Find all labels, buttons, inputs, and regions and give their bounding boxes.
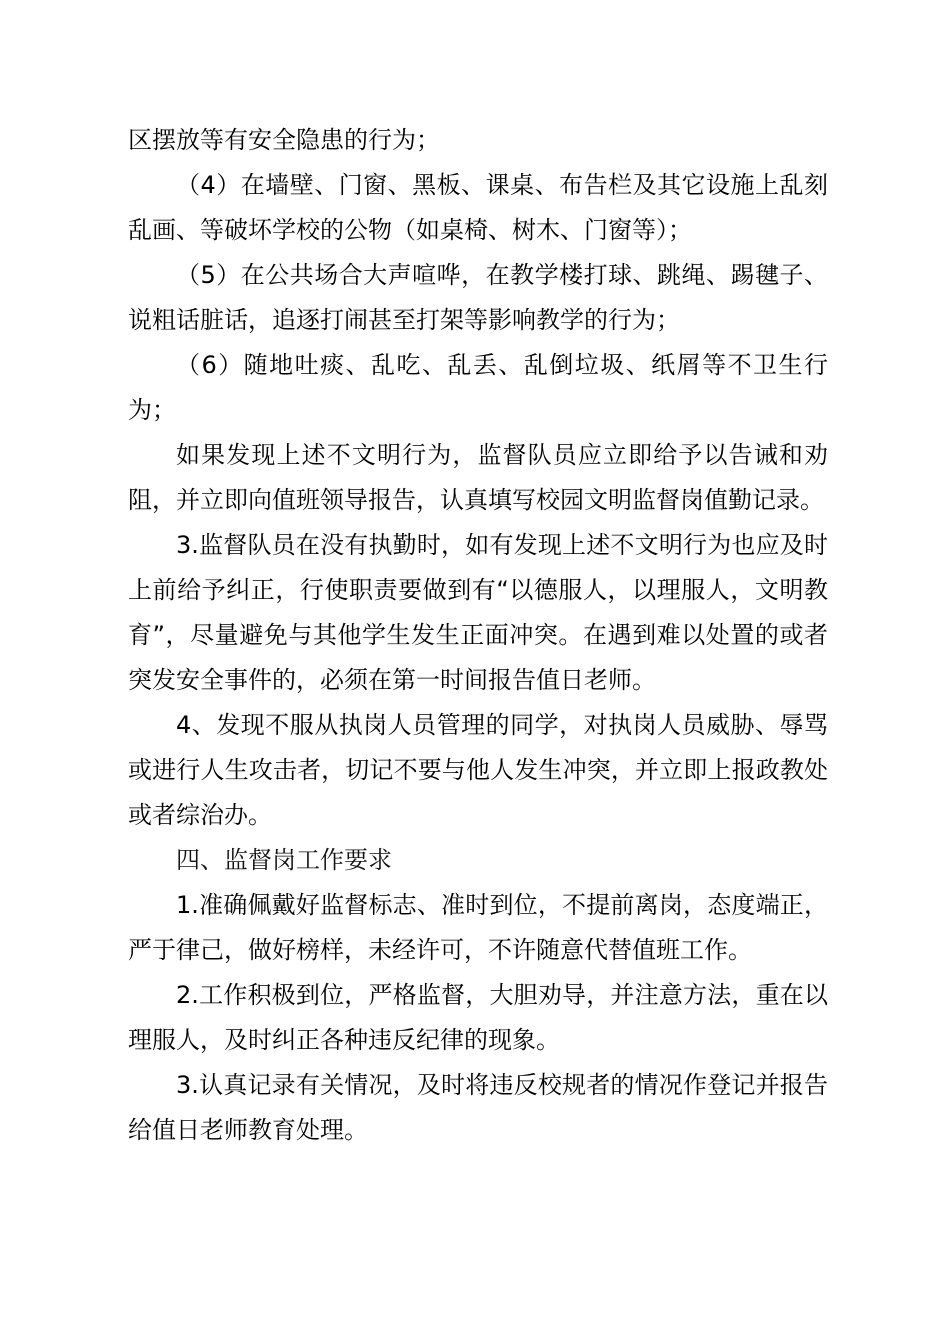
paragraph-item-5: （5）在公共场合大声喧哗，在教学楼打球、跳绳、踢毽子、说粗话脏话，追逐打闹甚至打架等影响教学的行为； — [128, 261, 828, 334]
paragraph-report-instruction: 如果发现上述不文明行为，监督队员应立即给予以告诫和劝阻，并立即向值班领导报告，认真填写校园文明监督岗值勤记录。 — [128, 441, 828, 514]
paragraph-point-3: 3.监督队员在没有执勤时，如有发现上述不文明行为也应及时上前给予纠正，行使职责要做到有“以德服人，以理服人，文明教育”，尽量避免与其他学生发生正面冲突。在遇到难以处置的或者突发安全事件的，必须在第一时间报告值日老师。 — [128, 531, 828, 694]
paragraph-point-4: 4、发现不服从执岗人员管理的同学，对执岗人员威胁、辱骂或进行人生攻击者，切记不要与他人发生冲突，并立即上报政教处或者综治办。 — [128, 711, 828, 829]
requirement-1: 1.准确佩戴好监督标志、准时到位，不提前离岗，态度端正，严于律己，做好榜样，未经许可，不许随意代替值班工作。 — [128, 891, 828, 964]
paragraph-continuation: 区摆放等有安全隐患的行为； — [128, 126, 440, 154]
requirement-2: 2.工作积极到位，严格监督，大胆劝导，并注意方法，重在以理服人，及时纠正各种违反纪律的现象。 — [128, 981, 828, 1054]
requirement-3: 3.认真记录有关情况，及时将违反校规者的情况作登记并报告给值日老师教育处理。 — [128, 1071, 828, 1144]
section-heading: 四、监督岗工作要求 — [176, 846, 392, 874]
paragraph-item-6: （6）随地吐痰、乱吃、乱丢、乱倒垃圾、纸屑等不卫生行为； — [128, 351, 828, 424]
document-body — [128, 118, 828, 1153]
paragraph-item-4: （4）在墙壁、门窗、黑板、课桌、布告栏及其它设施上乱刻乱画、等破坏学校的公物（如桌椅、树木、门窗等）； — [128, 171, 828, 244]
